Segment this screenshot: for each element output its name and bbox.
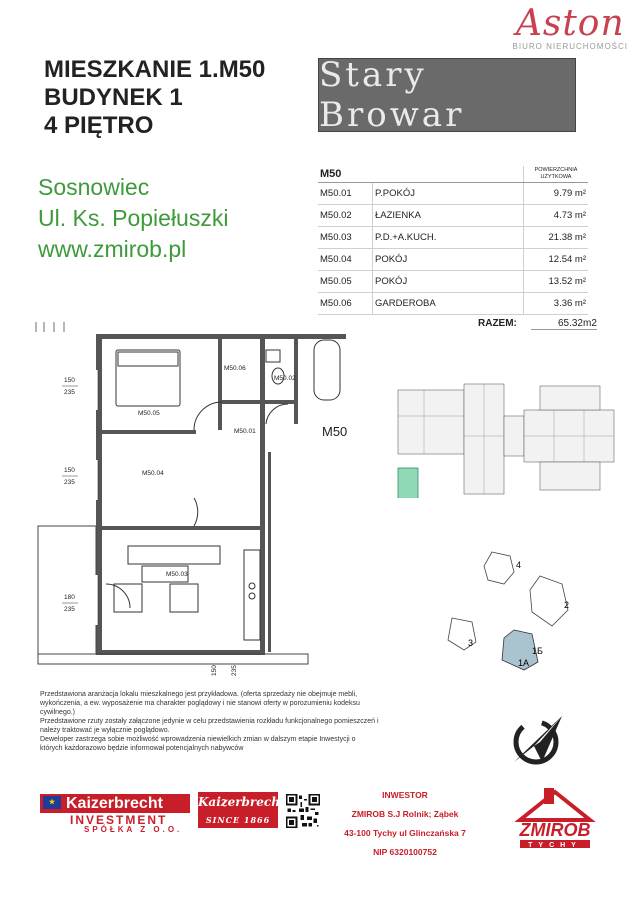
table-row (318, 271, 588, 293)
table-row (318, 183, 588, 205)
room-code: M50.06 (318, 293, 373, 315)
beer-brand-name: Kaizerbrecht (198, 795, 286, 809)
building-label: 2 (564, 600, 570, 610)
building-label: 4 (516, 560, 522, 570)
total-value: 65.32m2 (531, 318, 597, 330)
room-code: M50.05 (318, 271, 373, 293)
apartment-number: MIESZKANIE 1.M50 (44, 56, 266, 83)
total-area (478, 318, 597, 330)
room-area: 3.36 m² (524, 293, 589, 315)
disclaimer (40, 690, 380, 753)
investor-address: 43-100 Tychy ul Glinczańska 7 (344, 828, 466, 838)
room-name: POKÓJ (373, 271, 524, 293)
city: Sosnowiec (38, 174, 150, 200)
zmirob-logo (508, 786, 602, 850)
location-block (38, 172, 228, 265)
aston-logo-subtitle: BIURO NIERUCHOMOŚCI (512, 42, 628, 51)
site-plan (444, 546, 594, 686)
investor-nip: NIP 6320100752 (373, 847, 437, 857)
disclaimer-paragraph: Przedstawiona aranżacja lokalu mieszkalnego jest przykładowa. (oferta sprzedaży nie obejmuje mebli, wykończenia, a ew. wyposażenie ma charakter poglądowy i nie stanowi oferty w porozumieniu kodeksu cywilnego.) (40, 691, 360, 716)
unit-highlight (398, 468, 418, 498)
street: Ul. Ks. Popiełuszki (38, 205, 229, 231)
room-area: 13.52 m² (524, 271, 589, 293)
table-row (318, 249, 588, 271)
area-header: POWIERZCHNIA UŻYTKOWA (534, 167, 578, 180)
building-number: BUDYNEK 1 (44, 84, 183, 111)
room-area: 21.38 m² (524, 227, 589, 249)
room-area-table (318, 166, 588, 315)
room-code: M50.01 (318, 183, 373, 205)
qr-code-icon (286, 794, 320, 828)
room-code: M50.02 (318, 205, 373, 227)
eu-flag-icon: ★ (43, 796, 61, 809)
table-row (318, 227, 588, 249)
total-label: RAZEM: (478, 318, 517, 329)
kaizerbrecht-beer-logo (198, 792, 286, 828)
room-code: M50.04 (318, 249, 373, 271)
room-label: M50.02 (274, 375, 296, 382)
room-name: P.POKÓJ (373, 183, 524, 205)
disclaimer-paragraph: Przedstawione rzuty zostały załączone jedynie w celu przedstawienia rozkładu funkcjonalnego pomieszczeń i należy traktować je wyłącznie poglądowo. (40, 718, 379, 734)
north-compass-icon (504, 712, 568, 770)
kaizerbrecht-investment: INVESTMENT (70, 813, 168, 827)
window-dim: 180 (64, 594, 75, 601)
unit-label: M50 (322, 424, 348, 439)
room-name: ŁAZIENKA (373, 205, 524, 227)
window-dim: 235 (64, 479, 75, 486)
window-dim: 150 (64, 377, 75, 384)
building-label: 3 (468, 638, 474, 648)
room-label: M50.03 (166, 571, 188, 578)
building-label: 1A (518, 658, 530, 668)
room-label: M50.06 (224, 365, 246, 372)
stary-browar-logo: Stary Browar (318, 58, 576, 132)
website-link[interactable]: www.zmirob.pl (38, 236, 187, 262)
room-area: 4.73 m² (524, 205, 589, 227)
table-row (318, 293, 588, 315)
room-name: GARDEROBA (373, 293, 524, 315)
zmirob-city: TYCHY (528, 842, 582, 849)
floor-plan (34, 320, 354, 680)
investor-company: ZMIROB S.J Rolnik; Ząbek (351, 809, 459, 819)
kaizerbrecht-company: SPÓŁKA Z O.O. (84, 825, 183, 834)
aston-logo (513, 4, 628, 51)
building-key-plan (394, 376, 626, 498)
floor-number: 4 PIĘTRO (44, 112, 154, 139)
window-dim: 235 (64, 606, 75, 613)
room-area: 12.54 m² (524, 249, 589, 271)
aston-logo-name: Aston (515, 3, 625, 44)
unit-code: M50 (318, 166, 524, 183)
table-row (318, 205, 588, 227)
apartment-title (44, 56, 265, 140)
disclaimer-paragraph: Deweloper zastrzega sobie możliwość wprowadzenia niewielkich zmian w dalszym etapie Inwestycji o których każdorazowo będzie informował potencjalnych nabywców (40, 736, 356, 752)
beer-since: SINCE 1866 (205, 815, 271, 825)
investor-info (330, 786, 480, 862)
zmirob-name: ZMIROB (519, 820, 591, 840)
room-name: P.D.+A.KUCH. (373, 227, 524, 249)
table-header-row (318, 166, 588, 183)
balcony-dim: 235 (231, 665, 238, 676)
window-dim: 235 (64, 389, 75, 396)
room-name: POKÓJ (373, 249, 524, 271)
building-label: 1Б (532, 646, 543, 656)
room-area: 9.79 m² (524, 183, 589, 205)
room-label: M50.01 (234, 428, 256, 435)
kaizerbrecht-investment-logo (40, 794, 190, 834)
investor-title: INWESTOR (382, 790, 428, 800)
window-dim: 150 (64, 467, 75, 474)
room-code: M50.03 (318, 227, 373, 249)
room-label: M50.05 (138, 410, 160, 417)
balcony-dim: 150 (211, 665, 218, 676)
kaizerbrecht-name: Kaizerbrecht (66, 795, 163, 812)
room-label: M50.04 (142, 470, 164, 477)
